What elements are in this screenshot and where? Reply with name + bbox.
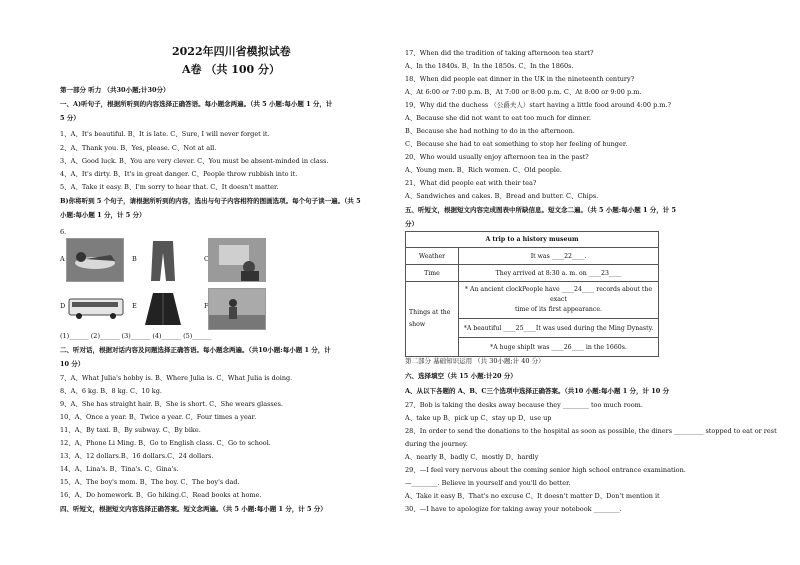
pic-label: B bbox=[132, 255, 137, 263]
question-options: A、Sandwiches and cakes. B、Bread and butter. C、Chips. bbox=[405, 192, 599, 200]
question-item: 9、A、She has straight hair. B、She is short. C、She wears glasses. bbox=[60, 400, 283, 408]
section6a-heading: A、从以下各题的 A、B、C三个选项中选择正确答案。（共10 小题:每小题 1 分，计 10 分 bbox=[405, 387, 670, 395]
question-options: A、At 6:00 or 7:00 p.m. B、At 7:00 or 8:00 p.m. C、At 8:00 or 9:00 p.m. bbox=[405, 88, 642, 96]
table-row-label: Things at the show bbox=[406, 282, 459, 357]
question-item: 8、A、6 kg. B、8 kg. C、10 kg. bbox=[60, 387, 162, 395]
question-options: A、Young men. B、Rich women. C、Old people. bbox=[405, 166, 562, 174]
question-item: 20、Who would usually enjoy afternoon tea in the past? bbox=[405, 153, 589, 161]
question-item: 27、Bob is taking the desks away because they ________ too much room. bbox=[405, 401, 643, 409]
table-line: time of its first appearance. bbox=[515, 306, 602, 313]
section4-heading: 四、听短文，根据短文内容选择正确答案。短文念两遍。（共 5 小题:每小题 1 分，计 5 分） bbox=[60, 505, 327, 513]
question-options: A、Take it easy B、That's no excuse C、It doesn't matter D、Don't mention it bbox=[405, 492, 660, 500]
trousers-picture bbox=[140, 238, 186, 284]
table-row-label: Time bbox=[406, 265, 459, 282]
section5-heading: 五、听短文，根据短文内容完成图表中所缺信息。短文念二遍。（共 5 小题:每小题 1 分，计 5 bbox=[405, 206, 677, 214]
page-subtitle: A卷 （共 100 分） bbox=[182, 63, 280, 76]
pic-label: F bbox=[204, 302, 209, 310]
skirt-picture bbox=[140, 288, 186, 330]
question-options: A、take up B、pick up C、stay up D、use up bbox=[405, 414, 552, 422]
question-option: C、Because she had to eat something to stop her feeling of hunger. bbox=[405, 140, 628, 148]
question-options: A、nearly B、badly C、mostly D、hardly bbox=[405, 453, 539, 461]
table-cell bbox=[459, 282, 659, 319]
question-item: 2、A、Thank you. B、Yes, please. C、Not at all. bbox=[60, 144, 217, 152]
question-item: 4、A、It's dirty. B、It's in great danger. C、People throw rubbish into it. bbox=[60, 170, 298, 178]
answer-blanks: (1)______ (2)______ (3)______ (4)______ (5)______ bbox=[60, 332, 212, 340]
section2-heading-cont: 10 分） bbox=[60, 360, 85, 368]
question-item: 7、A、What Julia's hobby is. B、Where Julia is. C、What Julia is doing. bbox=[60, 374, 293, 382]
question-item: 1、A、It's beautiful. B、It is late. C、Sure, I will never forget it. bbox=[60, 130, 270, 138]
part2-heading: 第二部分 基础知识运用 （共 30小题;计 40 分） bbox=[405, 357, 545, 365]
pic-label: A bbox=[60, 255, 65, 263]
reading-picture bbox=[208, 238, 266, 282]
question-item: 29、—I feel very nervous about the coming senior high school entrance examination. bbox=[405, 466, 686, 474]
section1-heading-cont: 5 分） bbox=[60, 114, 80, 122]
table-cell: They arrived at 8:30 a. m. on ____23____ bbox=[459, 265, 659, 282]
section1-heading: 一、A)听句子，根据所听到的内容选择正确答语。每小题念两遍。（共 5 小题:每小题 1 分，计 bbox=[60, 100, 333, 108]
question-item: 28、In order to send the donations to the hospital as soon as possible, the diners _________ stopped to eat or rest bbox=[405, 427, 777, 435]
question-item: 15、A、The boy's mom. B、The boy. C、The boy's dad. bbox=[60, 478, 240, 486]
question-options: A、In the 1840s. B、In the 1850s. C、In the 1860s. bbox=[405, 62, 574, 70]
museum-trip-table bbox=[405, 231, 659, 357]
table-line: * An ancient clockPeople have ____24____ records about the exact bbox=[464, 286, 653, 303]
bus-picture bbox=[66, 292, 126, 322]
question-option: A、Because she did not want to eat too much for dinner. bbox=[405, 114, 591, 122]
question-item: 13、A、12 dollars.B、16 dollars.C、24 dollars. bbox=[60, 452, 214, 460]
question-item: during the journey. bbox=[405, 440, 468, 448]
pic-label: D bbox=[60, 302, 66, 310]
question-item: 17、When did the tradition of taking afternoon tea start? bbox=[405, 49, 594, 57]
question-item: 30、—I have to apologize for taking away your notebook ________. bbox=[405, 505, 622, 513]
page-title: 2022年四川省模拟试卷 bbox=[172, 45, 291, 58]
question-item: 18、When did people eat dinner in the UK in the nineteenth century? bbox=[405, 75, 635, 83]
table-title: A trip to a history museum bbox=[406, 232, 659, 248]
section1b-heading-cont: 小题:每小题 1 分，计 5 分） bbox=[60, 211, 146, 219]
question-option: B、Because she had nothing to do in the afternoon. bbox=[405, 127, 575, 135]
question-item: 5、A、Take it easy. B、I'm sorry to hear that. C、It doesn't matter. bbox=[60, 183, 279, 191]
table-cell: *A beautiful ____25____It was used during the Ming Dynasty. bbox=[459, 319, 659, 338]
table-cell: It was ____22____. bbox=[459, 248, 659, 265]
table-row-label: Weather bbox=[406, 248, 459, 265]
question-item: 10、A、Once a year. B、Twice a year. C、Four times a year. bbox=[60, 413, 257, 421]
question-item: 3、A、Good luck. B、You are very clever. C、You must be absent-minded in class. bbox=[60, 157, 329, 165]
cleaning-picture bbox=[208, 288, 266, 330]
pic-label: E bbox=[132, 302, 137, 310]
question-item: 14、A、Lina's. B、Tina's. C、Gina's. bbox=[60, 465, 179, 473]
table-cell: *A huge shipIt was ____26____ in the 1660s. bbox=[459, 338, 659, 357]
part1-heading: 第一部分 听力 （共30小题;计30分） bbox=[60, 86, 170, 94]
pic-label: C bbox=[204, 255, 209, 263]
question-item: 21、What did people eat with their tea? bbox=[405, 179, 537, 187]
section6-heading: 六、选择填空（共 15 小题:计20 分） bbox=[405, 372, 517, 380]
question-item: 19、Why did the duchess （公爵夫人）start having a little food around 4:00 p.m.? bbox=[405, 101, 672, 109]
question-number: 6. bbox=[60, 228, 67, 236]
section2-heading: 二、听对话，根据对话内容及问题选择正确答语。每小题念两遍。（共10小题:每小题 1 分，计 bbox=[60, 346, 331, 354]
question-item: 12、A、Phone Li Ming. B、Go to English class. C、Go to school. bbox=[60, 439, 271, 447]
question-item: —________. Believe in yourself and you'll do better. bbox=[405, 479, 571, 487]
section1b-heading: B)你将听到 5 个句子，请根据所听到的内容，选出与句子内容相符的图画选项。每个句子读一遍。（共 5 bbox=[60, 197, 361, 205]
section5-heading-cont: 分） bbox=[405, 220, 418, 228]
question-item: 16、A、Do homework. B、Go hiking.C、Read books at home. bbox=[60, 491, 262, 499]
swimmer-picture bbox=[66, 238, 124, 282]
question-item: 11、A、By taxi. B、By subway. C、By bike. bbox=[60, 426, 201, 434]
